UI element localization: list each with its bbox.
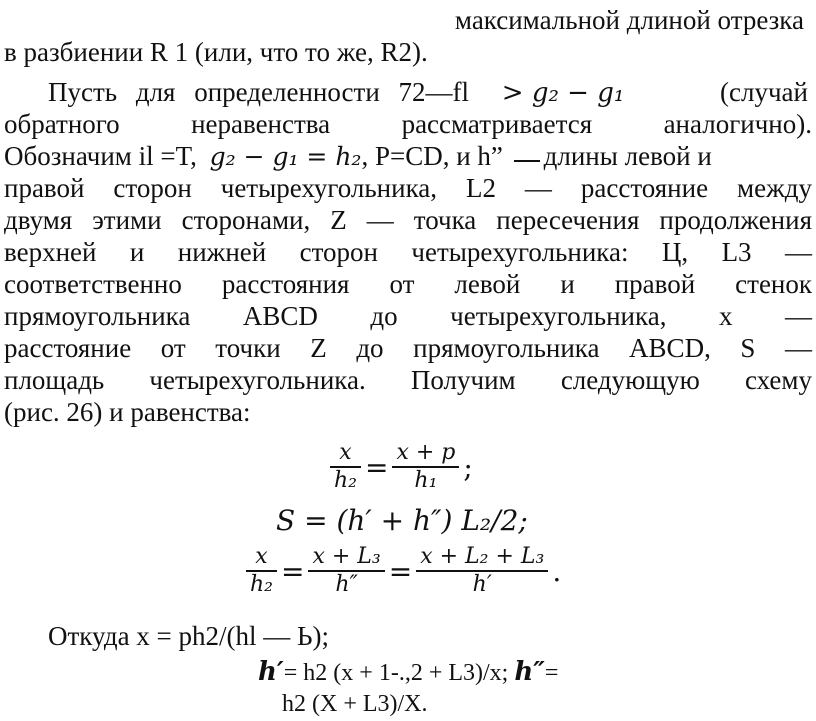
numerator: x — [330, 440, 361, 468]
fraction-x-plus-p-over-h1 — [392, 440, 459, 494]
text-line-9: соответственно расстояния от левой и правой стенок — [4, 269, 812, 299]
text-line-15-part1: = h2 (x + 1-.,2 + L3)/x; — [283, 660, 509, 686]
text-line-11: расстояние от точки Z до прямоугольника ABCD, S — — [4, 333, 812, 363]
numerator: x + L₂ + L₃ — [416, 544, 548, 572]
formula-1 — [330, 440, 477, 494]
text-line-12: площадь четырехугольника. Получим следующую схему — [4, 365, 812, 395]
denominator: h₂ — [334, 468, 357, 493]
text-line-4: обратного неравенства рассматривается аналогично). — [4, 109, 812, 139]
numerator: x — [246, 544, 277, 572]
fraction-x-plus-l2-plus-l3-over-h-prime — [416, 544, 548, 598]
text-line-1: максимальной длиной отрезка — [454, 5, 804, 35]
text-line-14: Откуда x = ph2/(hl — Ь); — [48, 621, 330, 651]
text-line-5-part1: Обозначим il =T, — [4, 141, 197, 171]
numerator: x + p — [392, 440, 459, 468]
text-line-3-part2: (случай — [720, 77, 808, 107]
dash-underline — [514, 156, 540, 162]
text-line-2: в разбиении R 1 (или, что то же, R2). — [4, 37, 428, 67]
definition-formula: g₂ − g₁ = h₂ — [209, 142, 362, 171]
fraction-x-over-h2 — [246, 544, 277, 598]
formula-2: S = (h′ + h″) L₂/2; — [276, 504, 528, 537]
h-prime-symbol: h′ — [258, 657, 284, 687]
equals-sign: = — [281, 554, 305, 588]
semicolon: ; — [463, 450, 473, 484]
text-line-15 — [258, 656, 558, 689]
text-line-7: двумя этими сторонами, Z — точка пересечения продолжения — [4, 205, 812, 235]
text-line-5-part2: , P=CD, и h” — [361, 141, 503, 171]
text-line-3 — [4, 76, 812, 109]
text-line-16: h2 (X + L3)/X. — [282, 691, 428, 717]
text-line-13: (рис. 26) и равенства: — [4, 397, 251, 427]
period: . — [552, 554, 562, 588]
denominator: h₁ — [414, 468, 438, 493]
equals-sign: = — [365, 450, 389, 484]
equals-sign: = — [388, 554, 413, 588]
text-line-5-part3: длины левой и — [543, 141, 712, 171]
h-double-prime-symbol: h″ — [514, 657, 545, 687]
denominator: h″ — [335, 572, 358, 597]
denominator: h′ — [472, 572, 492, 597]
fraction-x-over-h2 — [330, 440, 361, 494]
text-line-5 — [4, 140, 812, 173]
formula-3 — [246, 544, 565, 598]
text-line-10: прямоугольника ABCD до четырехугольника, x — — [4, 301, 812, 331]
text-line-15-part2: = — [544, 660, 559, 686]
text-line-6: правой сторон четырехугольника, L2 — расстояние между — [4, 173, 812, 203]
numerator: x + L₃ — [308, 544, 384, 572]
fraction-x-plus-l3-over-h-double-prime — [308, 544, 384, 598]
denominator: h₂ — [250, 572, 273, 597]
text-line-3-part1: Пусть для определенности 72—fl — [48, 77, 470, 107]
text-line-8: верхней и нижней сторон четырехугольника: Ц, L3 — — [4, 237, 812, 267]
inequality-formula: > g₂ − g₁ — [501, 78, 625, 108]
